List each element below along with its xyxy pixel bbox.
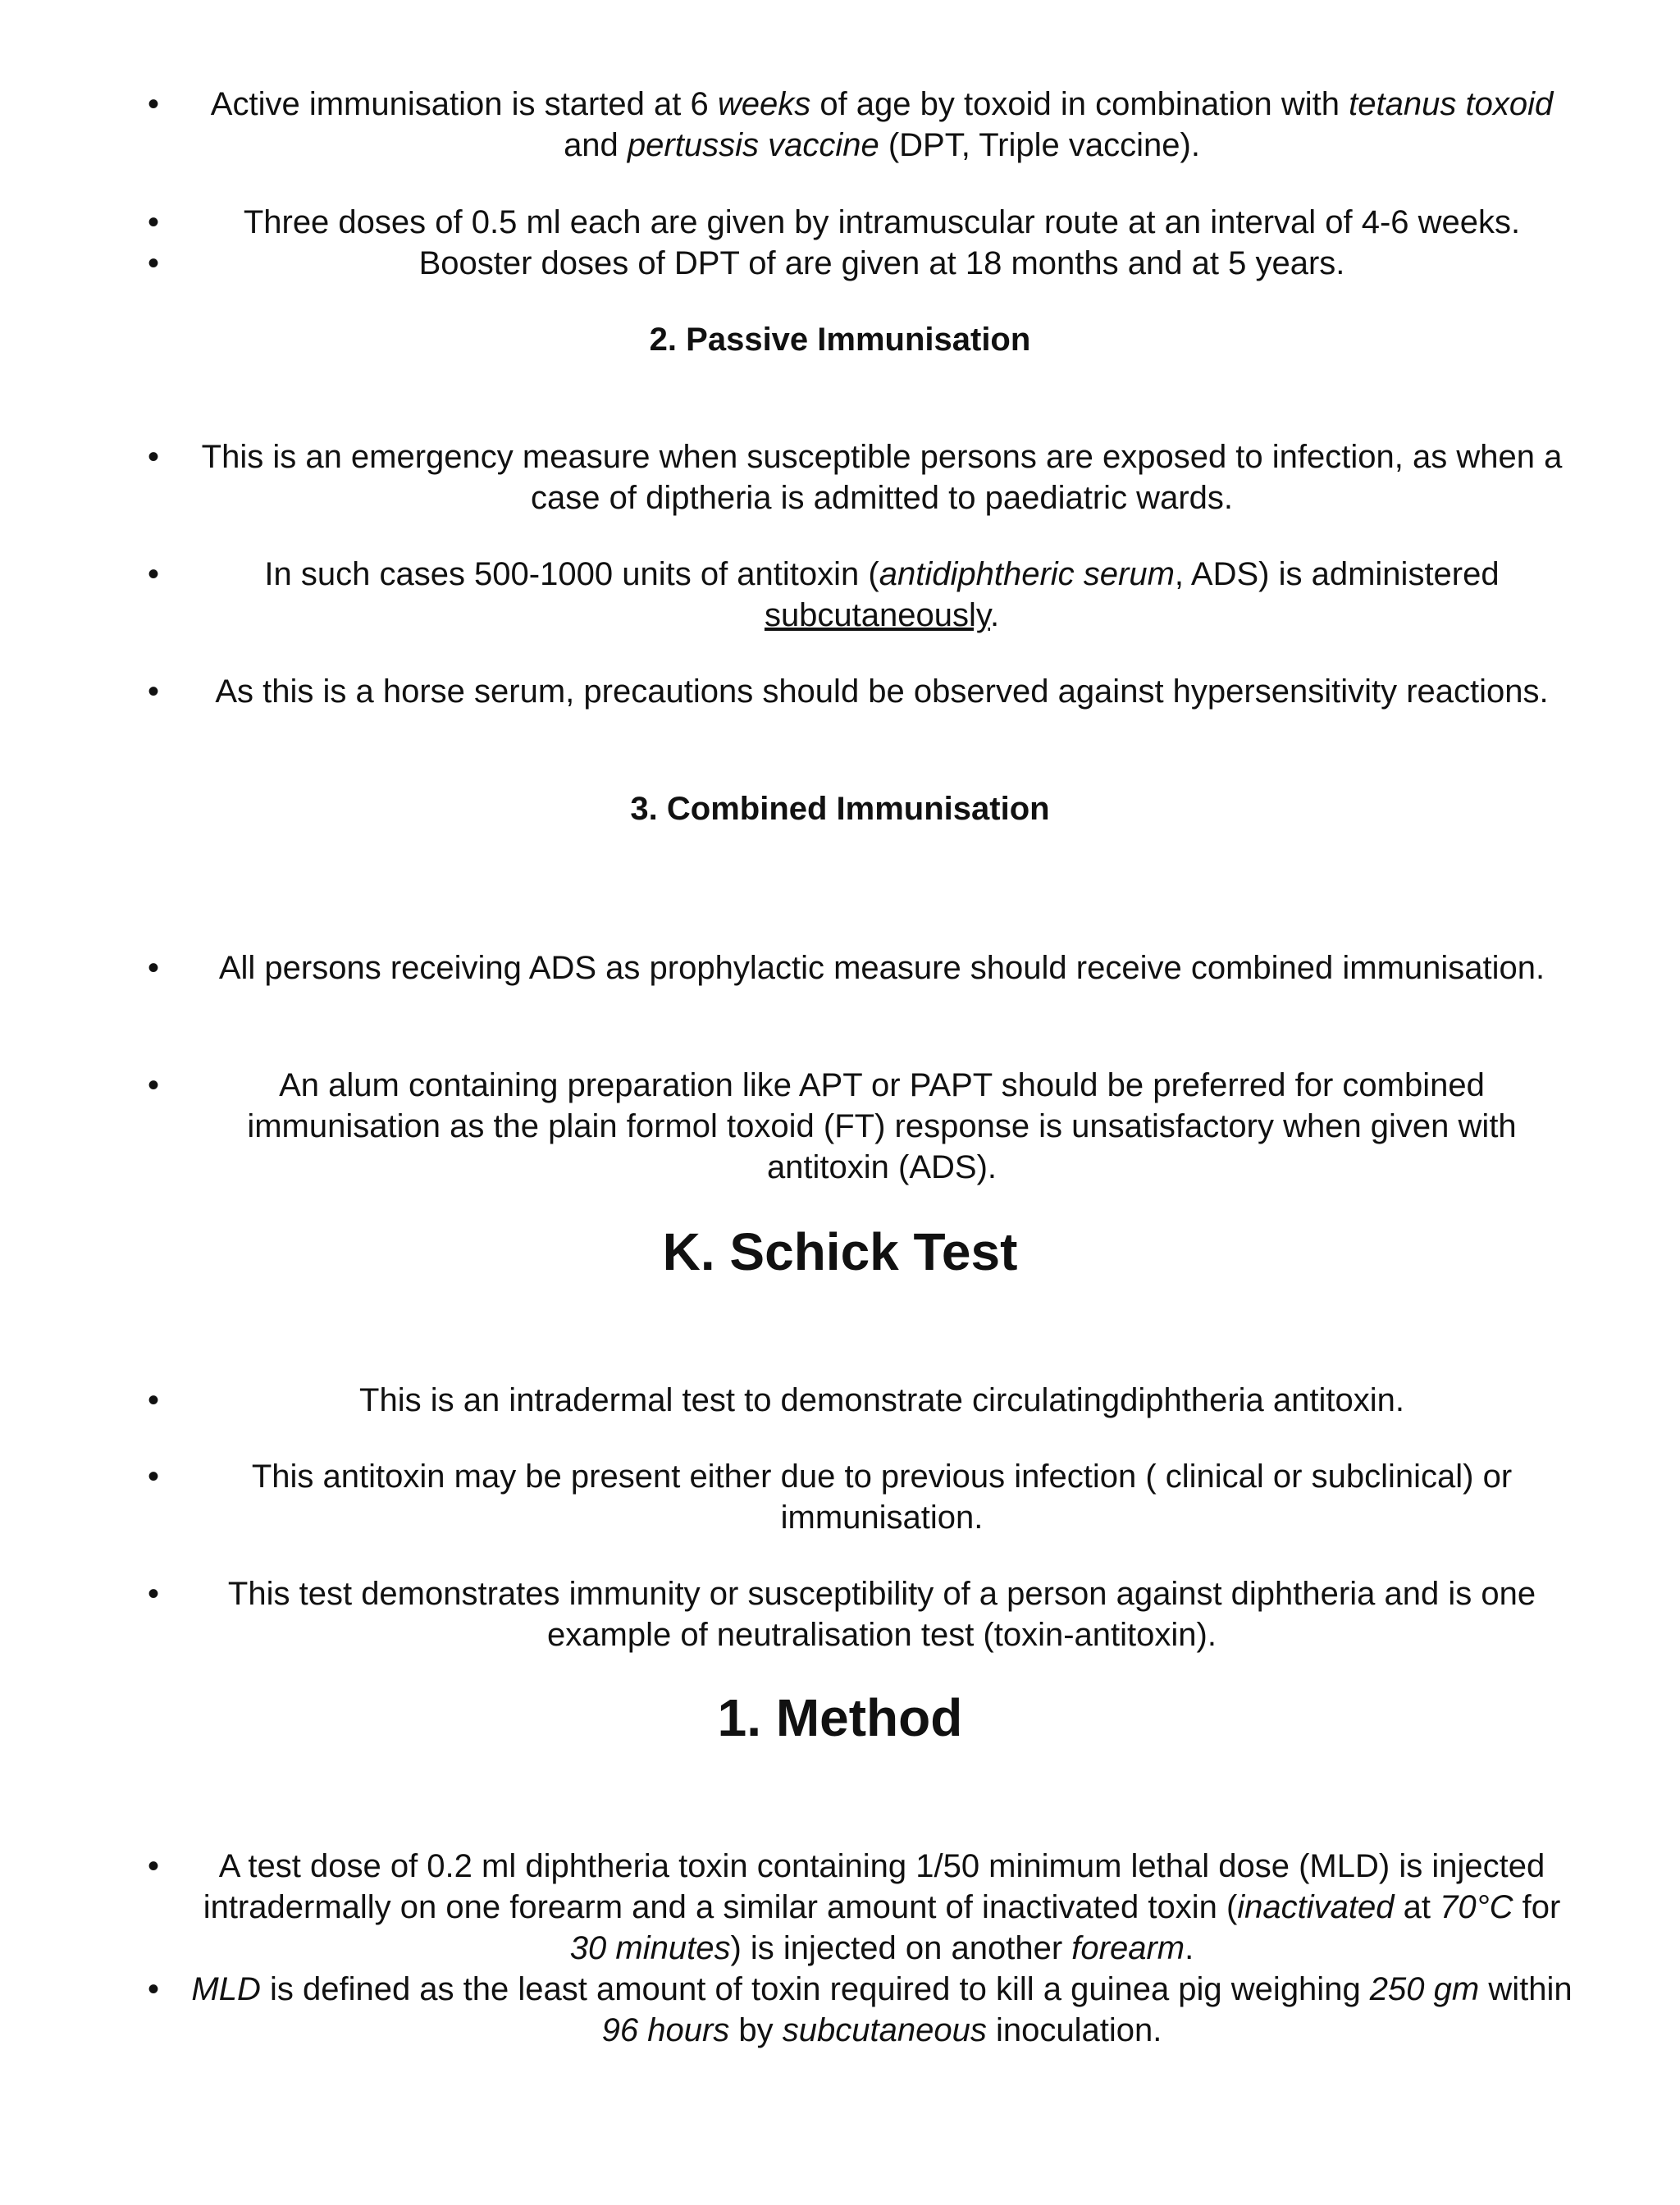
bullet-icon: • xyxy=(148,1576,160,1612)
list-item-text: All persons receiving ADS as prophylactic measure should receive combined immunisation. xyxy=(218,950,1545,986)
list-item-text: Booster doses of DPT of are given at 18 months and at 5 years. xyxy=(418,245,1345,281)
section-heading-passive-immunisation: 2. Passive Immunisation xyxy=(649,322,1031,358)
list-item-text: MLD is defined as the least amount of toxin required to kill a guinea pig weighing 250 gm within 96 hours by subcutaneous inoculation. xyxy=(191,1971,1573,2048)
list-item-text: This is an intradermal test to demonstrate circulatingdiphtheria antitoxin. xyxy=(359,1382,1404,1418)
list-item-text: An alum containing preparation like APT or PAPT should be preferred for combined immunisation as the plain formol toxoid (FT) response is unsatisfactory when given with antitoxin (ADS). xyxy=(247,1067,1517,1185)
bullet-icon: • xyxy=(148,950,160,986)
list-item-text: This test demonstrates immunity or susceptibility of a person against diphtheria and is one example of neutralisation test (toxin-antitoxin). xyxy=(227,1576,1536,1653)
bullet-icon: • xyxy=(148,1971,160,2007)
section-heading-schick-test: K. Schick Test xyxy=(662,1222,1018,1281)
list-item-text: Three doses of 0.5 ml each are given by intramuscular route at an interval of 4-6 weeks. xyxy=(243,204,1521,240)
bullet-icon: • xyxy=(148,86,160,122)
bullet-icon: • xyxy=(148,1067,160,1103)
bullet-icon: • xyxy=(148,245,160,281)
section-heading-combined-immunisation: 3. Combined Immunisation xyxy=(630,791,1050,827)
bullet-icon: • xyxy=(148,439,160,475)
list-item-text: In such cases 500-1000 units of antitoxin (antidiphtheric serum, ADS) is administered subcutaneously. xyxy=(264,556,1500,633)
list-item-text: This antitoxin may be present either due to previous infection ( clinical or subclinical) or immunisation. xyxy=(251,1459,1513,1536)
section-heading-method: 1. Method xyxy=(717,1688,963,1747)
list-item-text: A test dose of 0.2 ml diphtheria toxin containing 1/50 minimum lethal dose (MLD) is injected intradermally on one forearm and a similar amount of inactivated toxin (inactivated at 70°C for 30 minutes) is injected on another forearm. xyxy=(203,1848,1561,1966)
bullet-icon: • xyxy=(148,1382,160,1418)
bullet-icon: • xyxy=(148,673,160,710)
list-item-text: As this is a horse serum, precautions should be observed against hypersensitivity reactions. xyxy=(215,673,1549,710)
list-item-text: Active immunisation is started at 6 weeks of age by toxoid in combination with tetanus toxoid and pertussis vaccine (DPT, Triple vaccine). xyxy=(210,86,1554,163)
bullet-icon: • xyxy=(148,1848,160,1884)
bullet-icon: • xyxy=(148,556,160,592)
bullet-icon: • xyxy=(148,1459,160,1495)
bullet-icon: • xyxy=(148,204,160,240)
list-item-text: This is an emergency measure when susceptible persons are exposed to infection, as when a case of diptheria is admitted to paediatric wards. xyxy=(201,439,1563,516)
